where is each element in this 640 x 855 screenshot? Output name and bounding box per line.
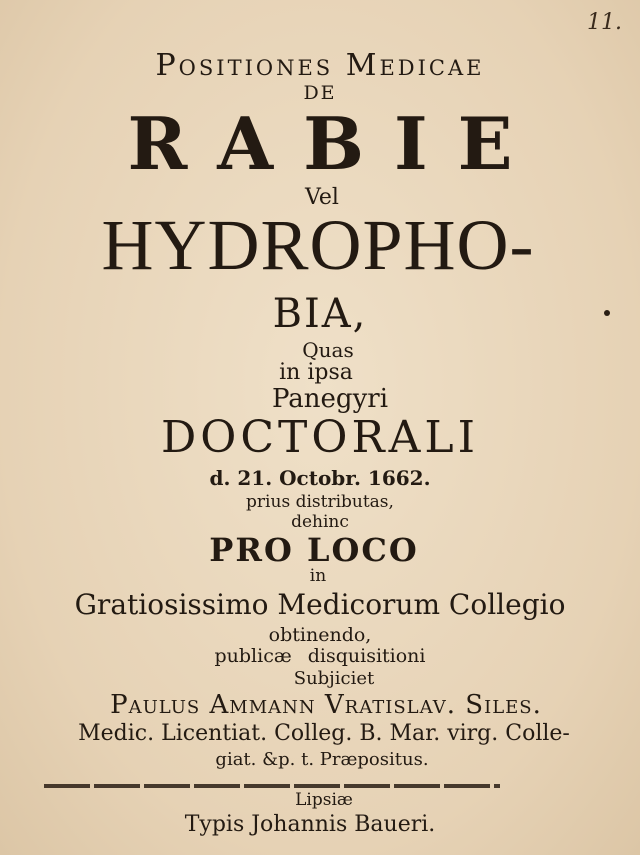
author-title-1: Medic. Licentiat. Colleg. B. Mar. virg. Colle- <box>78 721 570 746</box>
author-name: Paulus Ammann Vratislav. Siles. <box>110 690 542 720</box>
text-dehinc: dehinc <box>291 512 349 532</box>
imprint-printer: Typis Johannis Baueri. <box>184 812 436 837</box>
ink-spot <box>604 310 610 316</box>
title-line-positiones: Positiones Medicae <box>155 48 485 83</box>
folio-mark: 11. <box>587 10 622 35</box>
title-line-rabie: RABIE <box>127 101 543 186</box>
title-line-vel: Vel <box>305 185 339 210</box>
text-subjiciet: Subjiciet <box>293 668 375 689</box>
text-doctorali: DOCTORALI <box>161 412 479 463</box>
text-panegyri: Panegyri <box>271 384 389 414</box>
text-in-ipsa: in ipsa <box>279 360 353 385</box>
imprint-place: Lipsiæ <box>295 790 353 810</box>
text-quas: Quas <box>302 338 354 362</box>
divider-rule <box>44 784 500 788</box>
author-title-2: giat. &p. t. Præpositus. <box>215 749 429 770</box>
text-collegio: Gratiosissimo Medicorum Collegio <box>74 588 566 621</box>
title-line-bia: BIA, <box>272 291 368 337</box>
text-obtinendo: obtinendo, <box>268 624 372 646</box>
title-line-hydropho: HYDROPHO- <box>101 205 535 285</box>
text-in: in <box>309 566 327 586</box>
title-line-de: DE <box>303 82 337 104</box>
text-pro-loco: PRO LOCO <box>209 531 419 569</box>
text-date: d. 21. Octobr. 1662. <box>209 466 431 490</box>
text-publicae: publicæ disquisitioni <box>214 645 426 667</box>
text-prius: prius distributas, <box>246 492 394 512</box>
